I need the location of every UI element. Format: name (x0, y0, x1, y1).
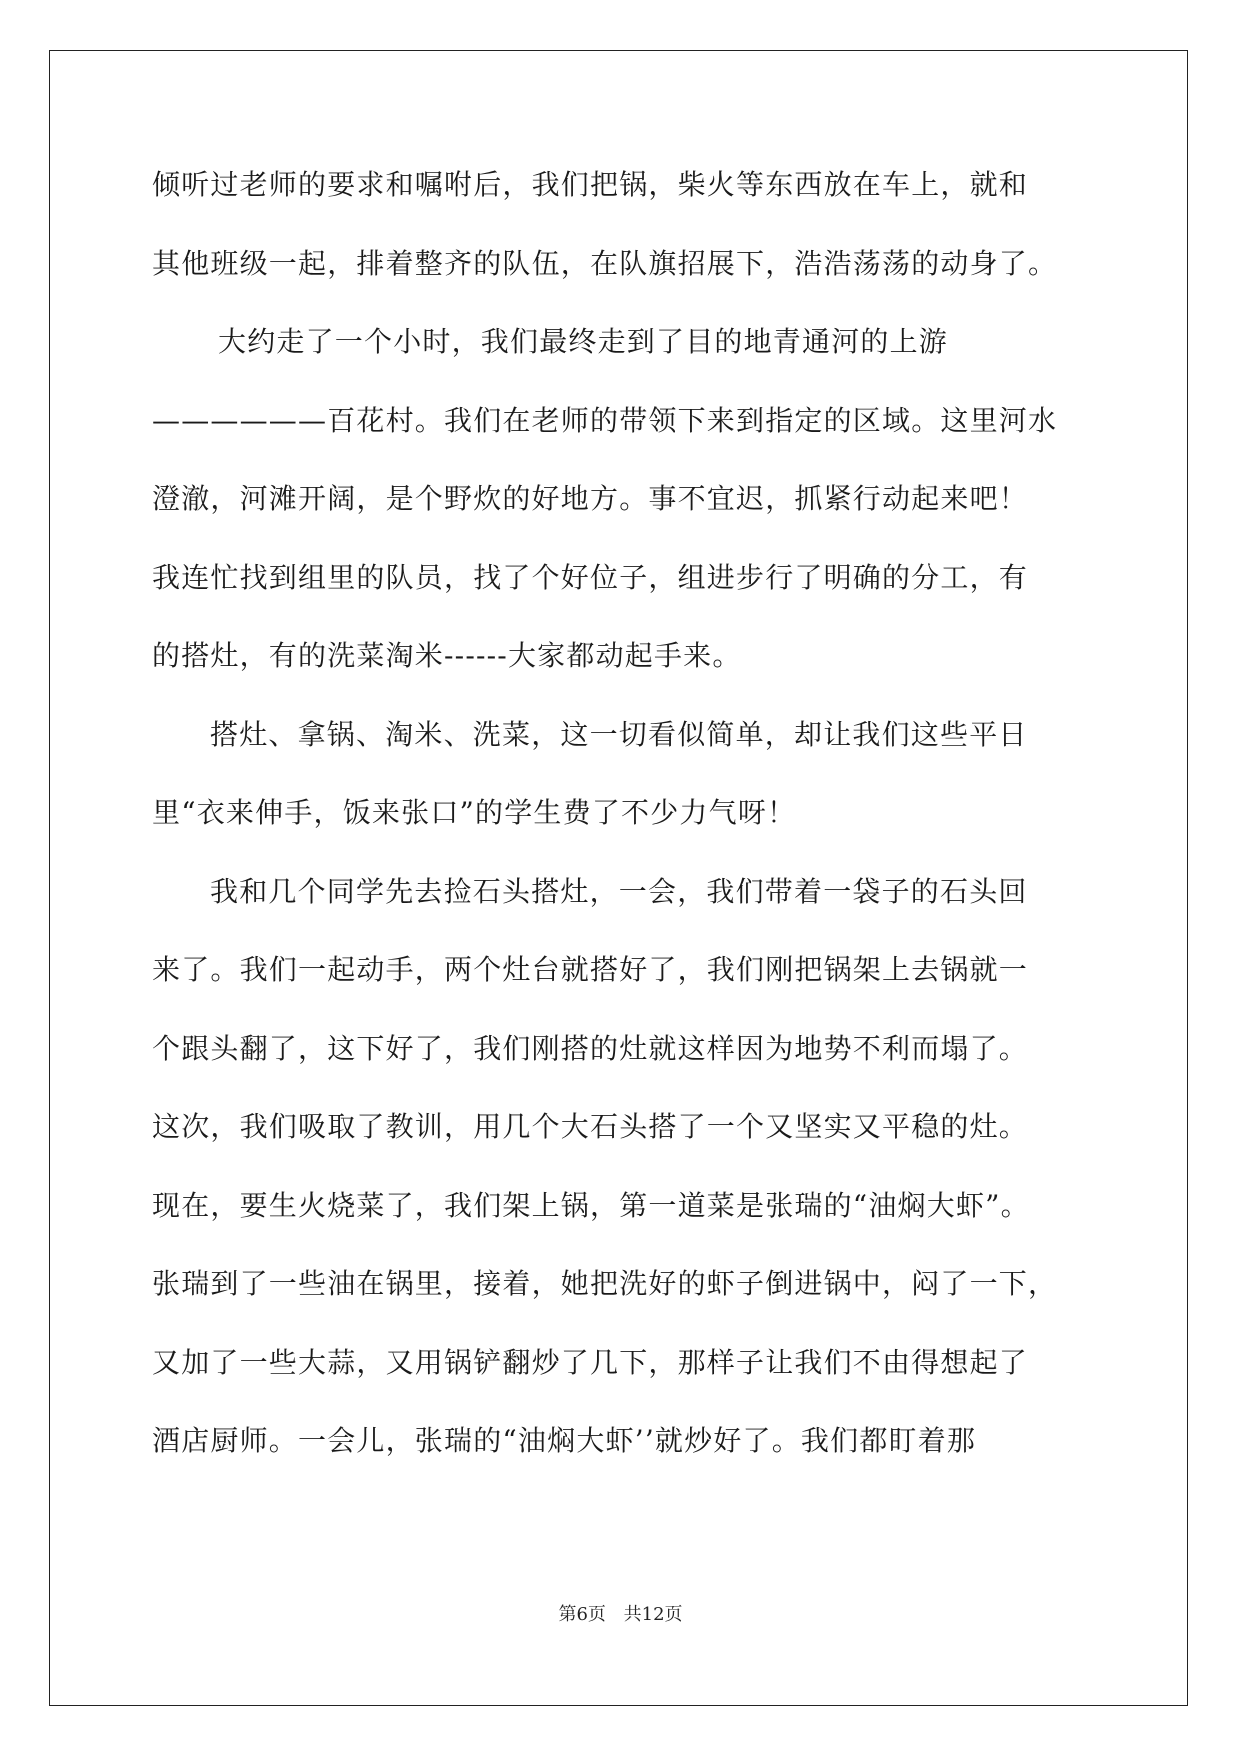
page-total: 共12页 (623, 1604, 683, 1625)
text-line: 大约走了一个小时，我们最终走到了目的地青通河的上游 (218, 325, 949, 358)
text-line: 里“衣来伸手，饭来张口”的学生费了不少力气呀！ (152, 796, 797, 829)
text-line: 我连忙找到组里的队员，找了个好位子，组进步行了明确的分工，有 (152, 560, 1029, 594)
text-line: 我和几个同学先去捡石头搭灶，一会，我们带着一袋子的石头回 (210, 874, 1028, 908)
page-number: 第6页 (558, 1604, 606, 1625)
text-line: 现在，要生火烧菜了，我们架上锅，第一道菜是张瑞的“油焖大虾”。 (152, 1188, 1030, 1222)
text-line: 这次，我们吸取了教训，用几个大石头搭了一个又坚实又平稳的灶。 (152, 1110, 1029, 1143)
text-line: 澄澈，河滩开阔，是个野炊的好地方。事不宜迟，抓紧行动起来吧！ (152, 482, 1029, 515)
text-line: 其他班级一起，排着整齐的队伍，在队旗招展下，浩浩荡荡的动身了。 (152, 246, 1058, 280)
text-line: 个跟头翻了，这下好了，我们刚搭的灶就这样因为地势不利而塌了。 (152, 1031, 1029, 1065)
text-line: 又加了一些大蒜，又用锅铲翻炒了几下，那样子让我们不由得想起了 (152, 1345, 1029, 1379)
text-line: 搭灶、拿锅、淘米、洗菜，这一切看似简单，却让我们这些平日 (210, 717, 1028, 751)
text-line: ——————百花村。我们在老师的带领下来到指定的区域。这里河水 (152, 403, 1058, 437)
text-line: 张瑞到了一些油在锅里，接着，她把洗好的虾子倒进锅中，闷了一下， (152, 1267, 1058, 1300)
page-footer (0, 1603, 1241, 1627)
text-line: 的搭灶，有的洗菜淘米------大家都动起手来。 (152, 639, 742, 672)
text-line: 来了。我们一起动手，两个灶台就搭好了，我们刚把锅架上去锅就一 (152, 953, 1029, 986)
document-body (152, 160, 1092, 1495)
text-line: 酒店厨师。一会儿，张瑞的“油焖大虾’’就炒好了。我们都盯着那 (152, 1424, 977, 1457)
text-line: 倾听过老师的要求和嘱咐后，我们把锅，柴火等东西放在车上，就和 (152, 168, 1029, 201)
